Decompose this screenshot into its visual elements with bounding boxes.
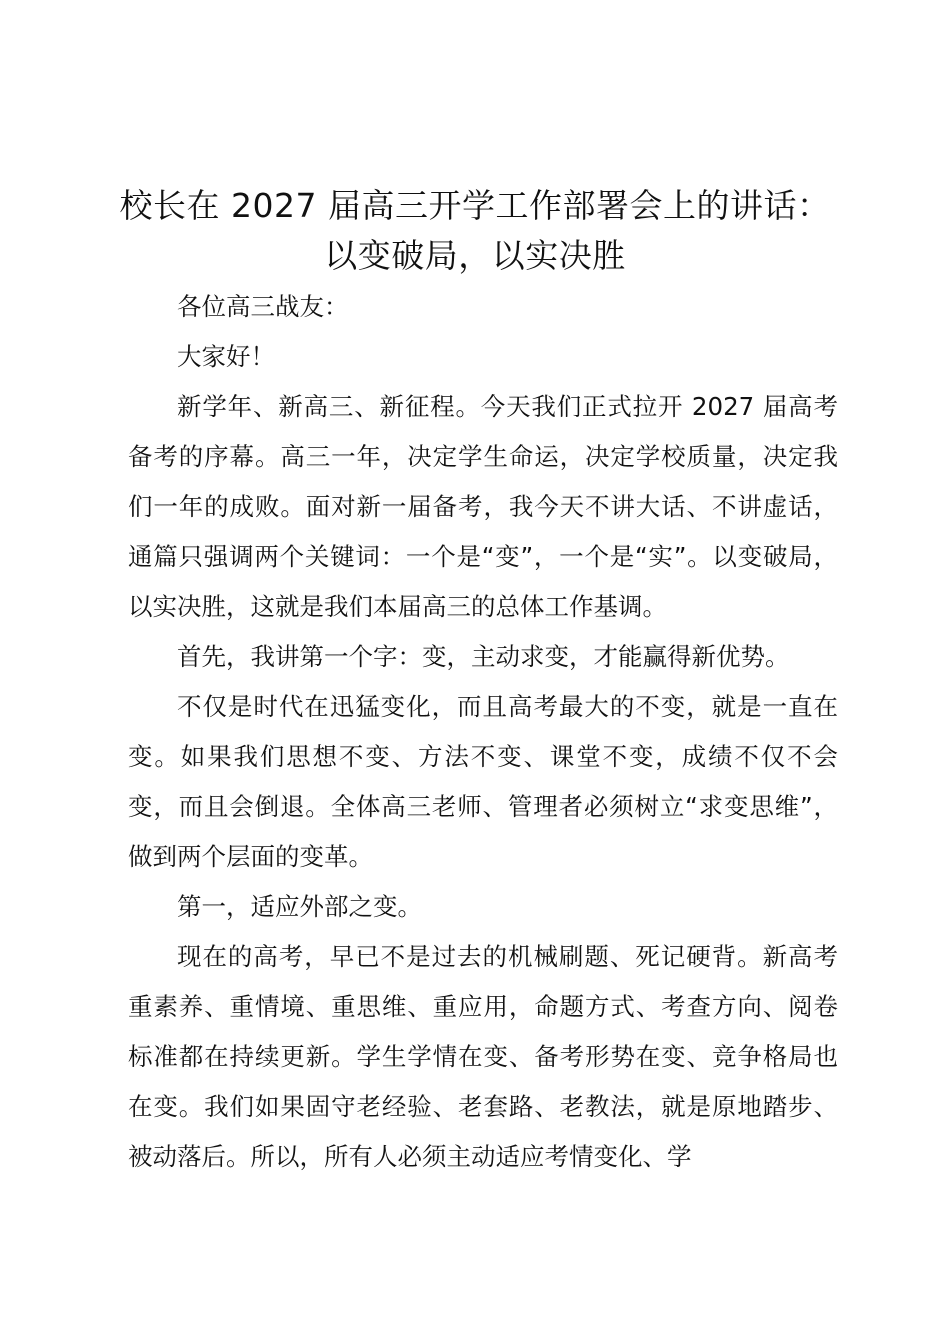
title-line-2: 以变破局，以实决胜 [324, 236, 626, 275]
paragraph-intro: 新学年、新高三、新征程。今天我们正式拉开 2027 届高考备考的序幕。高三一年，决定学生命运，决定学校质量，决定我们一年的成败。面对新一届备考，我今天不讲大话、不讲虚话，通篇只强调两个关键词：一个是“变”，一个是“实”。以变破局，以实决胜，这就是我们本届高三的总体工作基调。 [128, 392, 838, 621]
section-heading-external-change: 第一，适应外部之变。 [177, 892, 422, 921]
document-title [0, 181, 950, 281]
paragraph-first-point: 首先，我讲第一个字：变，主动求变，才能赢得新优势。 [177, 642, 790, 671]
title-line-1: 校长在 2027 届高三开学工作部署会上的讲话： [119, 186, 831, 225]
paragraph-new-gaokao: 现在的高考，早已不是过去的机械刷题、死记硬背。新高考重素养、重情境、重思维、重应用，命题方式、考查方向、阅卷标准都在持续更新。学生学情在变、备考形势在变、竞争格局也在变。我们如果固守老经验、老套路、老教法，就是原地踏步、被动落后。所以，所有人必须主动适应考情变化、学 [128, 942, 838, 1171]
greeting: 大家好！ [177, 342, 275, 371]
paragraph-change-mindset: 不仅是时代在迅猛变化，而且高考最大的不变，就是一直在变。如果我们思想不变、方法不变、课堂不变，成绩不仅不会变，而且会倒退。全体高三老师、管理者必须树立“求变思维”，做到两个层面的变革。 [128, 692, 838, 871]
salutation: 各位高三战友： [177, 292, 349, 321]
document-body [128, 282, 838, 1182]
